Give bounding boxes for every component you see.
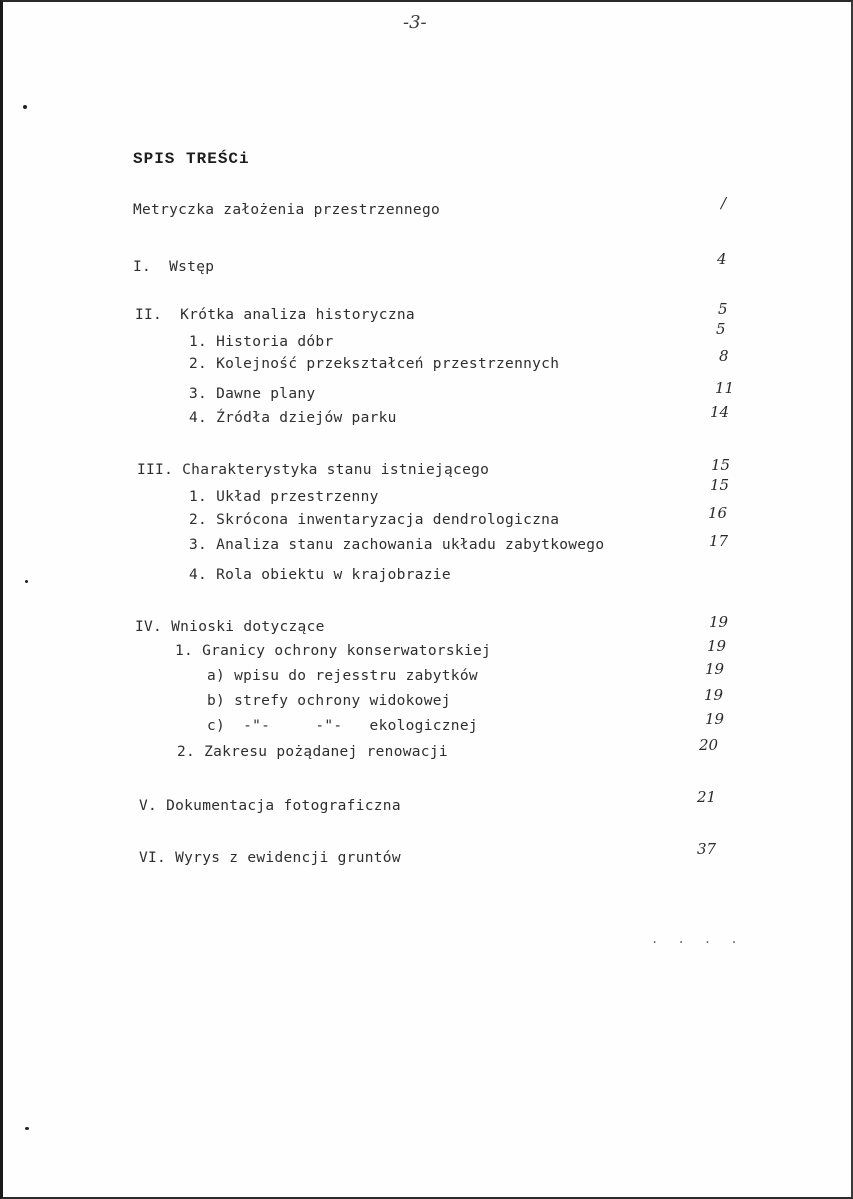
toc-entry-analiza-historyczna: II. Krótka analiza historyczna [135,307,415,323]
toc-page-strefy: 19 [704,686,724,704]
toc-page-renowacji: 20 [699,736,719,754]
toc-entry-wpisu: a) wpisu do rejesstru zabytków [207,668,478,684]
toc-entry-strefy: b) strefy ochrony widokowej [207,693,451,709]
toc-page-kolejnosc: 8 [719,347,729,365]
toc-page-wyrys: 37 [697,840,717,858]
toc-entry-metryczka: Metryczka założenia przestrzennego [133,202,441,218]
toc-page-ekologicznej: 19 [705,710,725,728]
toc-page-wnioski: 19 [709,613,729,631]
toc-page-stan-zachowania: 17 [709,532,729,550]
scan-speck [25,1127,29,1130]
toc-page-zrodla: 14 [710,403,730,421]
toc-page-granicy: 19 [707,637,727,655]
scan-speck [23,105,27,109]
toc-entry-ekologicznej: c) -"- -"- ekologicznej [207,718,478,734]
toc-page-charakterystyka: 15 [711,456,731,474]
toc-page-dawne-plany: 11 [715,379,735,397]
toc-entry-dokumentacja: V. Dokumentacja fotograficzna [139,798,401,814]
toc-page-wpisu: 19 [705,660,725,678]
toc-entry-charakterystyka: III. Charakterystyka stanu istniejącego [137,462,490,478]
toc-entry-wnioski: IV. Wnioski dotyczące [135,619,325,635]
toc-entry-granicy: 1. Granicy ochrony konserwatorskiej [175,643,492,659]
page-number: -3- [403,12,427,33]
toc-entry-wstep: I. Wstęp [133,259,215,275]
toc-page-inwentaryzacja: 16 [708,504,728,522]
toc-page-uklad: 15 [710,476,730,494]
trailing-dots: . . . . [651,932,744,946]
toc-entry-uklad: 1. Układ przestrzenny [189,489,379,505]
toc-entry-inwentaryzacja: 2. Skrócona inwentaryzacja dendrologiczna [189,512,560,528]
toc-entry-rola-obiektu: 4. Rola obiektu w krajobrazie [189,567,451,583]
toc-entry-historia-dobr: 1. Historia dóbr [189,334,334,350]
toc-entry-zrodla: 4. Źródła dziejów parku [189,410,397,426]
toc-page-analiza-historyczna: 5 [718,300,728,318]
toc-entry-renowacji: 2. Zakresu pożądanej renowacji [177,744,448,760]
toc-page-wstep: 4 [717,250,727,268]
scan-speck [25,580,28,583]
toc-page-dokumentacja: 21 [697,788,717,806]
toc-page-metryczka: / [721,194,727,212]
toc-entry-dawne-plany: 3. Dawne plany [189,386,316,402]
toc-entry-stan-zachowania: 3. Analiza stanu zachowania układu zabytkowego [189,537,605,553]
toc-entry-wyrys: VI. Wyrys z ewidencji gruntów [139,850,401,866]
toc-heading: SPIS TREŚCi [133,150,250,168]
toc-entry-kolejnosc: 2. Kolejność przekształceń przestrzennych [189,356,560,372]
toc-page-historia-dobr: 5 [716,320,726,338]
